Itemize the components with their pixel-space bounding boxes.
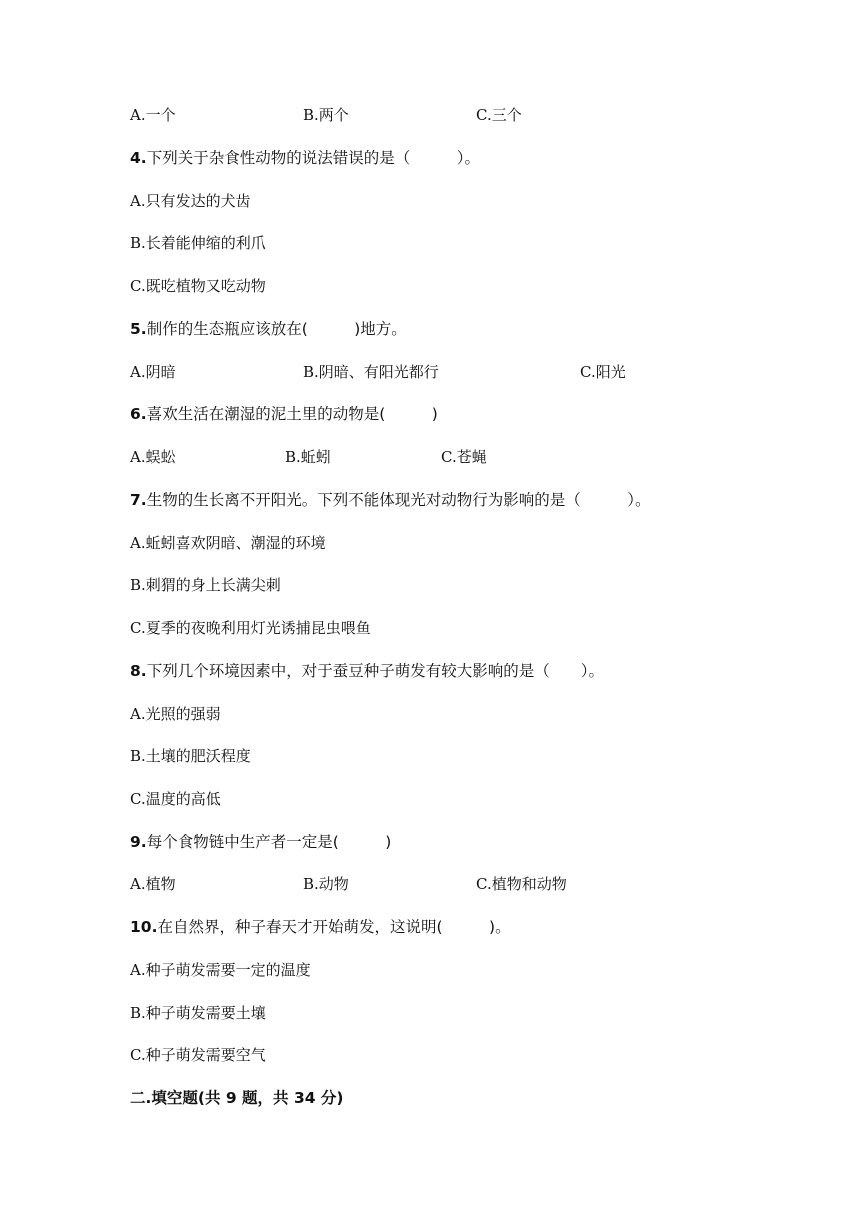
q8-option-a: A.光照的强弱 xyxy=(130,705,221,723)
q6-option-c: C.苍蝇 xyxy=(441,448,487,466)
q10-text: 在自然界，种子春天才开始萌发，这说明( )。 xyxy=(157,918,511,936)
q3-option-a: A.一个 xyxy=(130,106,176,124)
q9-number: 9. xyxy=(130,833,147,851)
q5-text: 制作的生态瓶应该放在( )地方。 xyxy=(146,320,407,338)
q9-stem xyxy=(130,832,391,852)
q4-number: 4. xyxy=(130,149,147,167)
q3-options xyxy=(0,105,860,125)
q5-option-a: A.阴暗 xyxy=(130,363,176,381)
q8-stem xyxy=(130,661,604,681)
section-heading-fill-in: 二.填空题(共 9 题，共 34 分) xyxy=(130,1089,344,1107)
q8-number: 8. xyxy=(130,662,147,680)
q5-options xyxy=(0,362,860,382)
q8-text: 下列几个环境因素中，对于蚕豆种子萌发有较大影响的是（ ）。 xyxy=(146,662,604,680)
q5-option-c: C.阳光 xyxy=(580,363,626,381)
q10-number: 10. xyxy=(130,918,158,936)
q5-number: 5. xyxy=(130,320,147,338)
q9-options xyxy=(0,874,860,894)
q9-option-b: B.动物 xyxy=(303,875,349,893)
q9-option-c: C.植物和动物 xyxy=(476,875,567,893)
q10-option-a: A.种子萌发需要一定的温度 xyxy=(130,961,311,979)
q4-text: 下列关于杂食性动物的说法错误的是（ ）。 xyxy=(146,149,480,167)
q7-text: 生物的生长离不开阳光。下列不能体现光对动物行为影响的是（ ）。 xyxy=(146,491,651,509)
q10-option-b: B.种子萌发需要土壤 xyxy=(130,1004,266,1022)
q7-option-a: A.蚯蚓喜欢阴暗、潮湿的环境 xyxy=(130,534,326,552)
q4-option-c: C.既吃植物又吃动物 xyxy=(130,277,266,295)
q8-option-b: B.土壤的肥沃程度 xyxy=(130,747,251,765)
q7-stem xyxy=(130,490,650,510)
q4-option-a: A.只有发达的犬齿 xyxy=(130,192,251,210)
q6-number: 6. xyxy=(130,405,147,423)
q6-text: 喜欢生活在潮湿的泥土里的动物是( ) xyxy=(146,405,438,423)
q3-option-c: C.三个 xyxy=(476,106,522,124)
q6-options xyxy=(0,447,860,467)
q8-option-c: C.温度的高低 xyxy=(130,790,221,808)
q9-text: 每个食物链中生产者一定是( ) xyxy=(146,833,392,851)
q10-stem xyxy=(130,917,511,937)
q7-number: 7. xyxy=(130,491,147,509)
q7-option-c: C.夏季的夜晚利用灯光诱捕昆虫喂鱼 xyxy=(130,619,371,637)
q7-option-b: B.刺猬的身上长满尖刺 xyxy=(130,576,281,594)
q9-option-a: A.植物 xyxy=(130,875,176,893)
q4-stem xyxy=(130,148,480,168)
q4-option-b: B.长着能伸缩的利爪 xyxy=(130,234,266,252)
q10-option-c: C.种子萌发需要空气 xyxy=(130,1046,266,1064)
q6-stem xyxy=(130,404,438,424)
q5-option-b: B.阴暗、有阳光都行 xyxy=(303,363,439,381)
q5-stem xyxy=(130,319,407,339)
q6-option-a: A.蜈蚣 xyxy=(130,448,176,466)
q6-option-b: B.蚯蚓 xyxy=(285,448,331,466)
q3-option-b: B.两个 xyxy=(303,106,349,124)
